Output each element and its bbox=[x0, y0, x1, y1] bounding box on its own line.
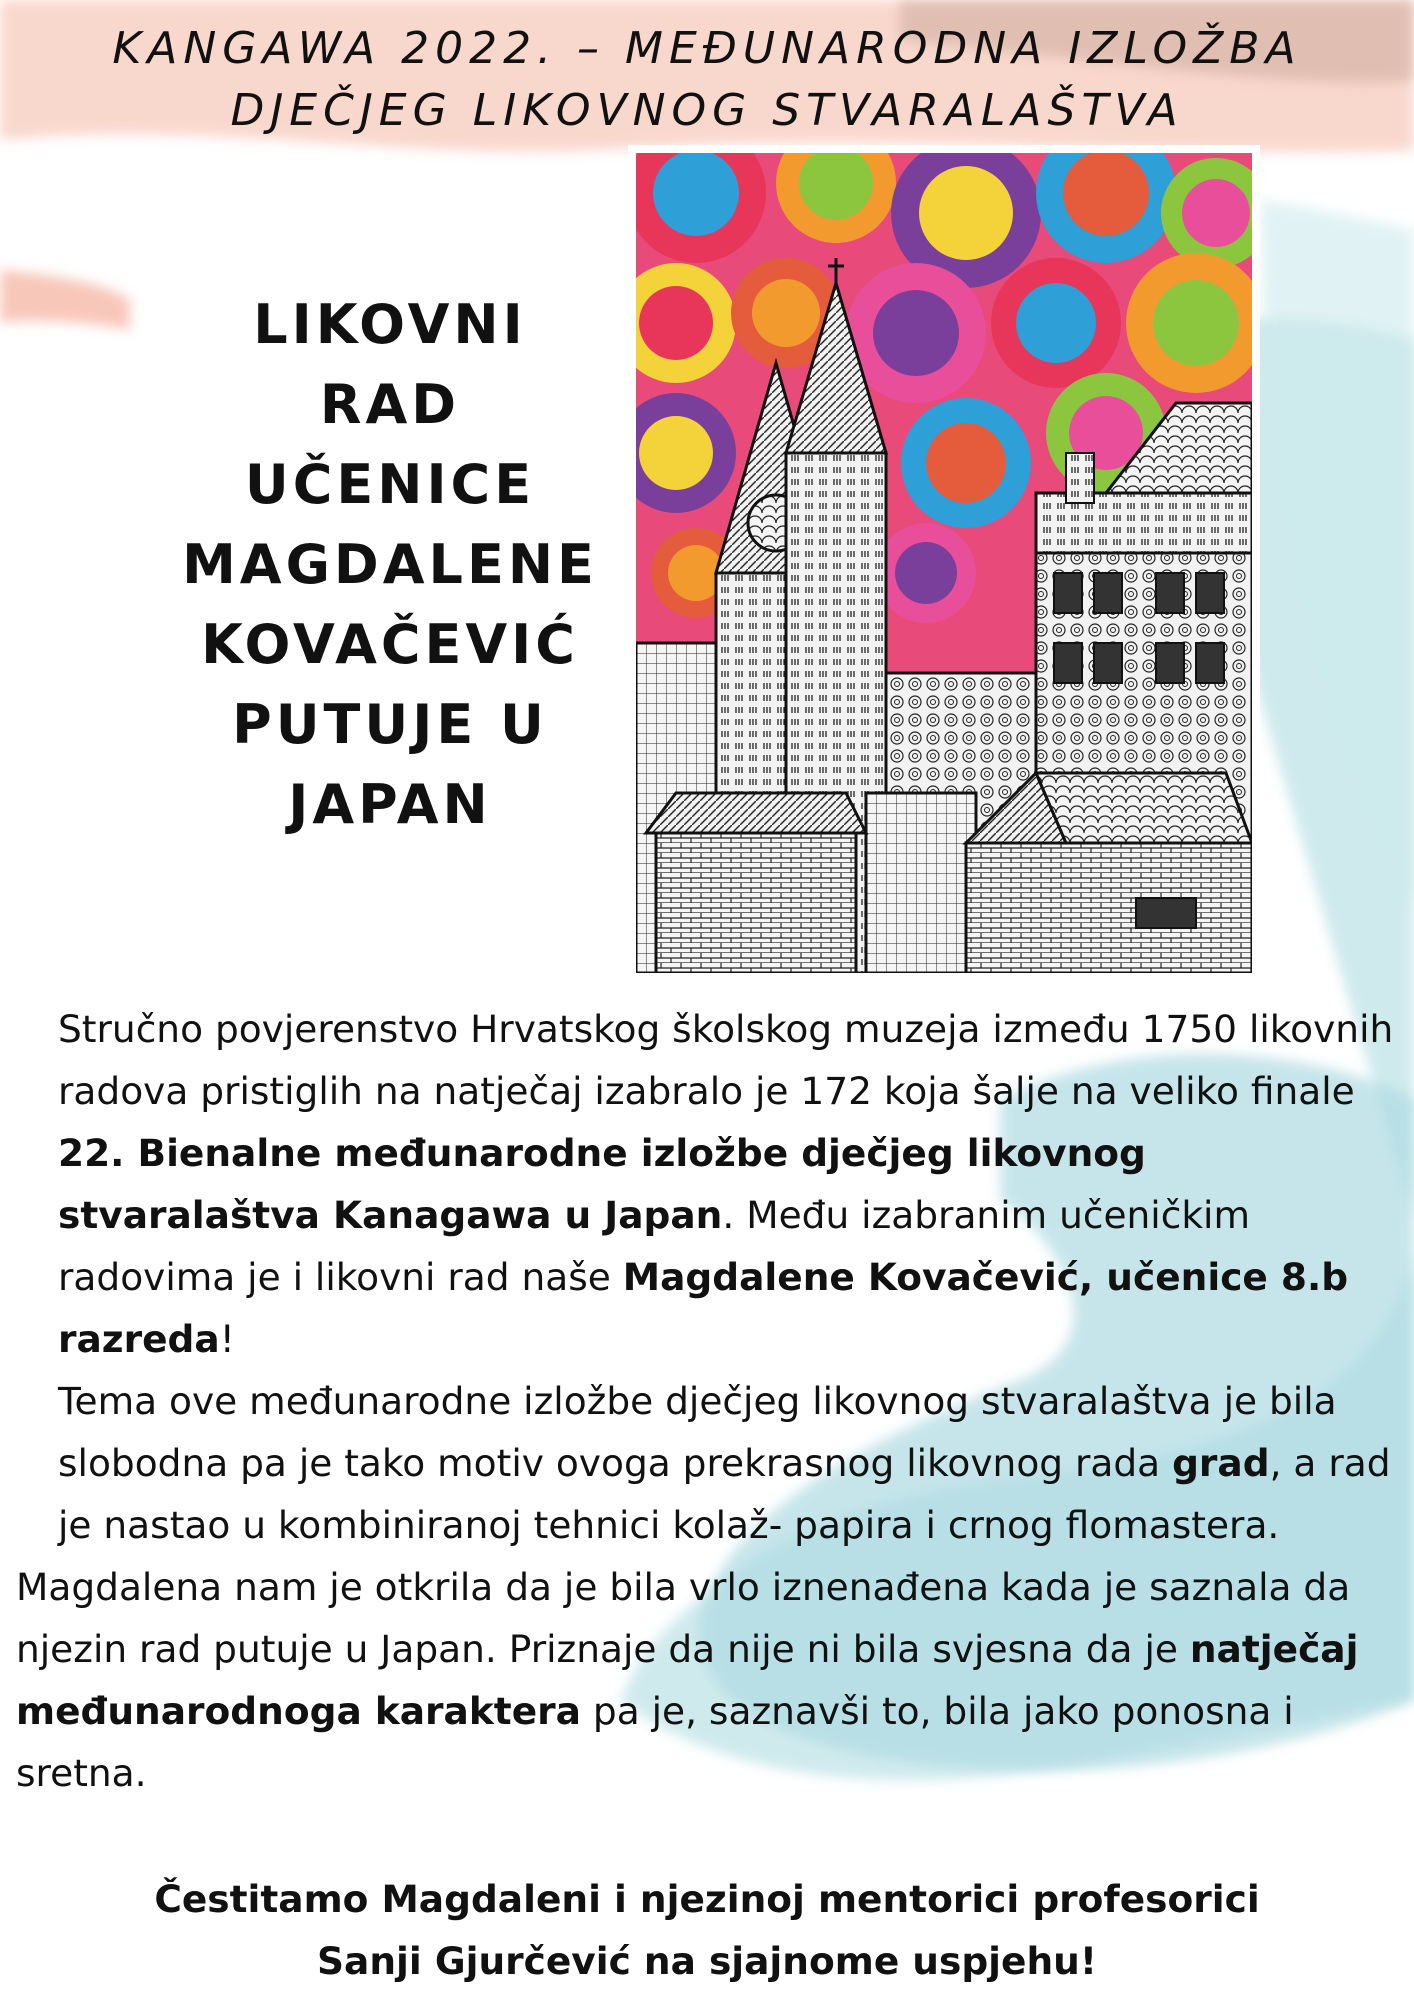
city-collage-artwork bbox=[636, 153, 1252, 973]
closing-congratulations bbox=[0, 1868, 1414, 1992]
collage-circle-inner bbox=[639, 416, 713, 490]
text-run: pa je, saznavši to, bila jako ponosna i sretna. bbox=[16, 1689, 1294, 1795]
headline bbox=[150, 285, 630, 845]
bold-run: Magdalene Kovačević, učenice 8.b razreda bbox=[58, 1255, 1349, 1361]
headline-line: RAD bbox=[319, 373, 461, 436]
collage-circle-inner bbox=[926, 423, 1006, 503]
collage-circle-inner bbox=[919, 166, 1013, 260]
collage-circle-inner bbox=[873, 290, 959, 376]
header-line-1: KANGAWA 2022. – MEĐUNARODNA IZLOŽBA bbox=[112, 23, 1302, 74]
closing-line-2: Sanji Gjurčević na sjajnome uspjehu! bbox=[317, 1939, 1097, 1983]
collage-circle-inner bbox=[1063, 153, 1149, 236]
bold-run: grad bbox=[1172, 1441, 1270, 1485]
collage-circle-inner bbox=[639, 286, 713, 360]
text-run: Tema ove međunarodne izložbe dječjeg likovnog stvaralaštva je bila slobodna pa je tako motiv ovoga prekrasnog likovnog rada bbox=[58, 1379, 1337, 1485]
artwork-frame bbox=[628, 145, 1260, 990]
closing-line-1: Čestitamo Magdaleni i njezinoj mentorici profesorici bbox=[154, 1877, 1260, 1921]
collage-circle-inner bbox=[895, 542, 957, 604]
headline-line: MAGDALENE bbox=[182, 533, 598, 596]
collage-circle-inner bbox=[1153, 280, 1239, 366]
headline-line: PUTUJE U bbox=[232, 693, 548, 756]
headline-line: LIKOVNI bbox=[253, 293, 527, 356]
paragraph-1 bbox=[16, 998, 1406, 1370]
paragraph-2 bbox=[16, 1370, 1406, 1556]
collage-circle-inner bbox=[1016, 283, 1096, 363]
text-run: Stručno povjerenstvo Hrvatskog školskog muzeja između 1750 likovnih radova pristiglih na natječaj izabralo je 172 koja šalje na veliko finale bbox=[58, 1007, 1394, 1113]
text-run: Magdalena nam je otkrila da je bila vrlo iznenađena kada je saznala da njezin rad putuje u Japan. Priznaje da nije ni bila svjesna da je bbox=[16, 1565, 1351, 1671]
collage-circle-inner bbox=[752, 279, 820, 347]
bold-run: natječaj međunarodnoga karaktera bbox=[16, 1627, 1359, 1733]
headline-line: JAPAN bbox=[288, 773, 492, 836]
text-run: ! bbox=[219, 1317, 235, 1361]
collage-circle-inner bbox=[653, 153, 739, 236]
text-run: , a rad je nastao u kombiniranoj tehnici kolaž- papira i crnog flomastera. bbox=[58, 1441, 1391, 1547]
bold-run: 22. Bienalne međunarodne izložbe dječjeg likovnog stvaralaštva Kanagawa u Japan bbox=[58, 1131, 1146, 1237]
article-body bbox=[16, 998, 1406, 1804]
headline-line: KOVAČEVIĆ bbox=[201, 613, 579, 676]
text-run: . Među izabranim učeničkim radovima je i likovni rad naše bbox=[58, 1193, 1250, 1299]
collage-circle-inner bbox=[1182, 179, 1250, 247]
headline-line: UČENICE bbox=[244, 453, 536, 516]
paragraph-3 bbox=[16, 1556, 1406, 1804]
header-line-2: DJEČJEG LIKOVNOG STVARALAŠTVA bbox=[230, 85, 1184, 136]
page-header bbox=[0, 18, 1414, 142]
